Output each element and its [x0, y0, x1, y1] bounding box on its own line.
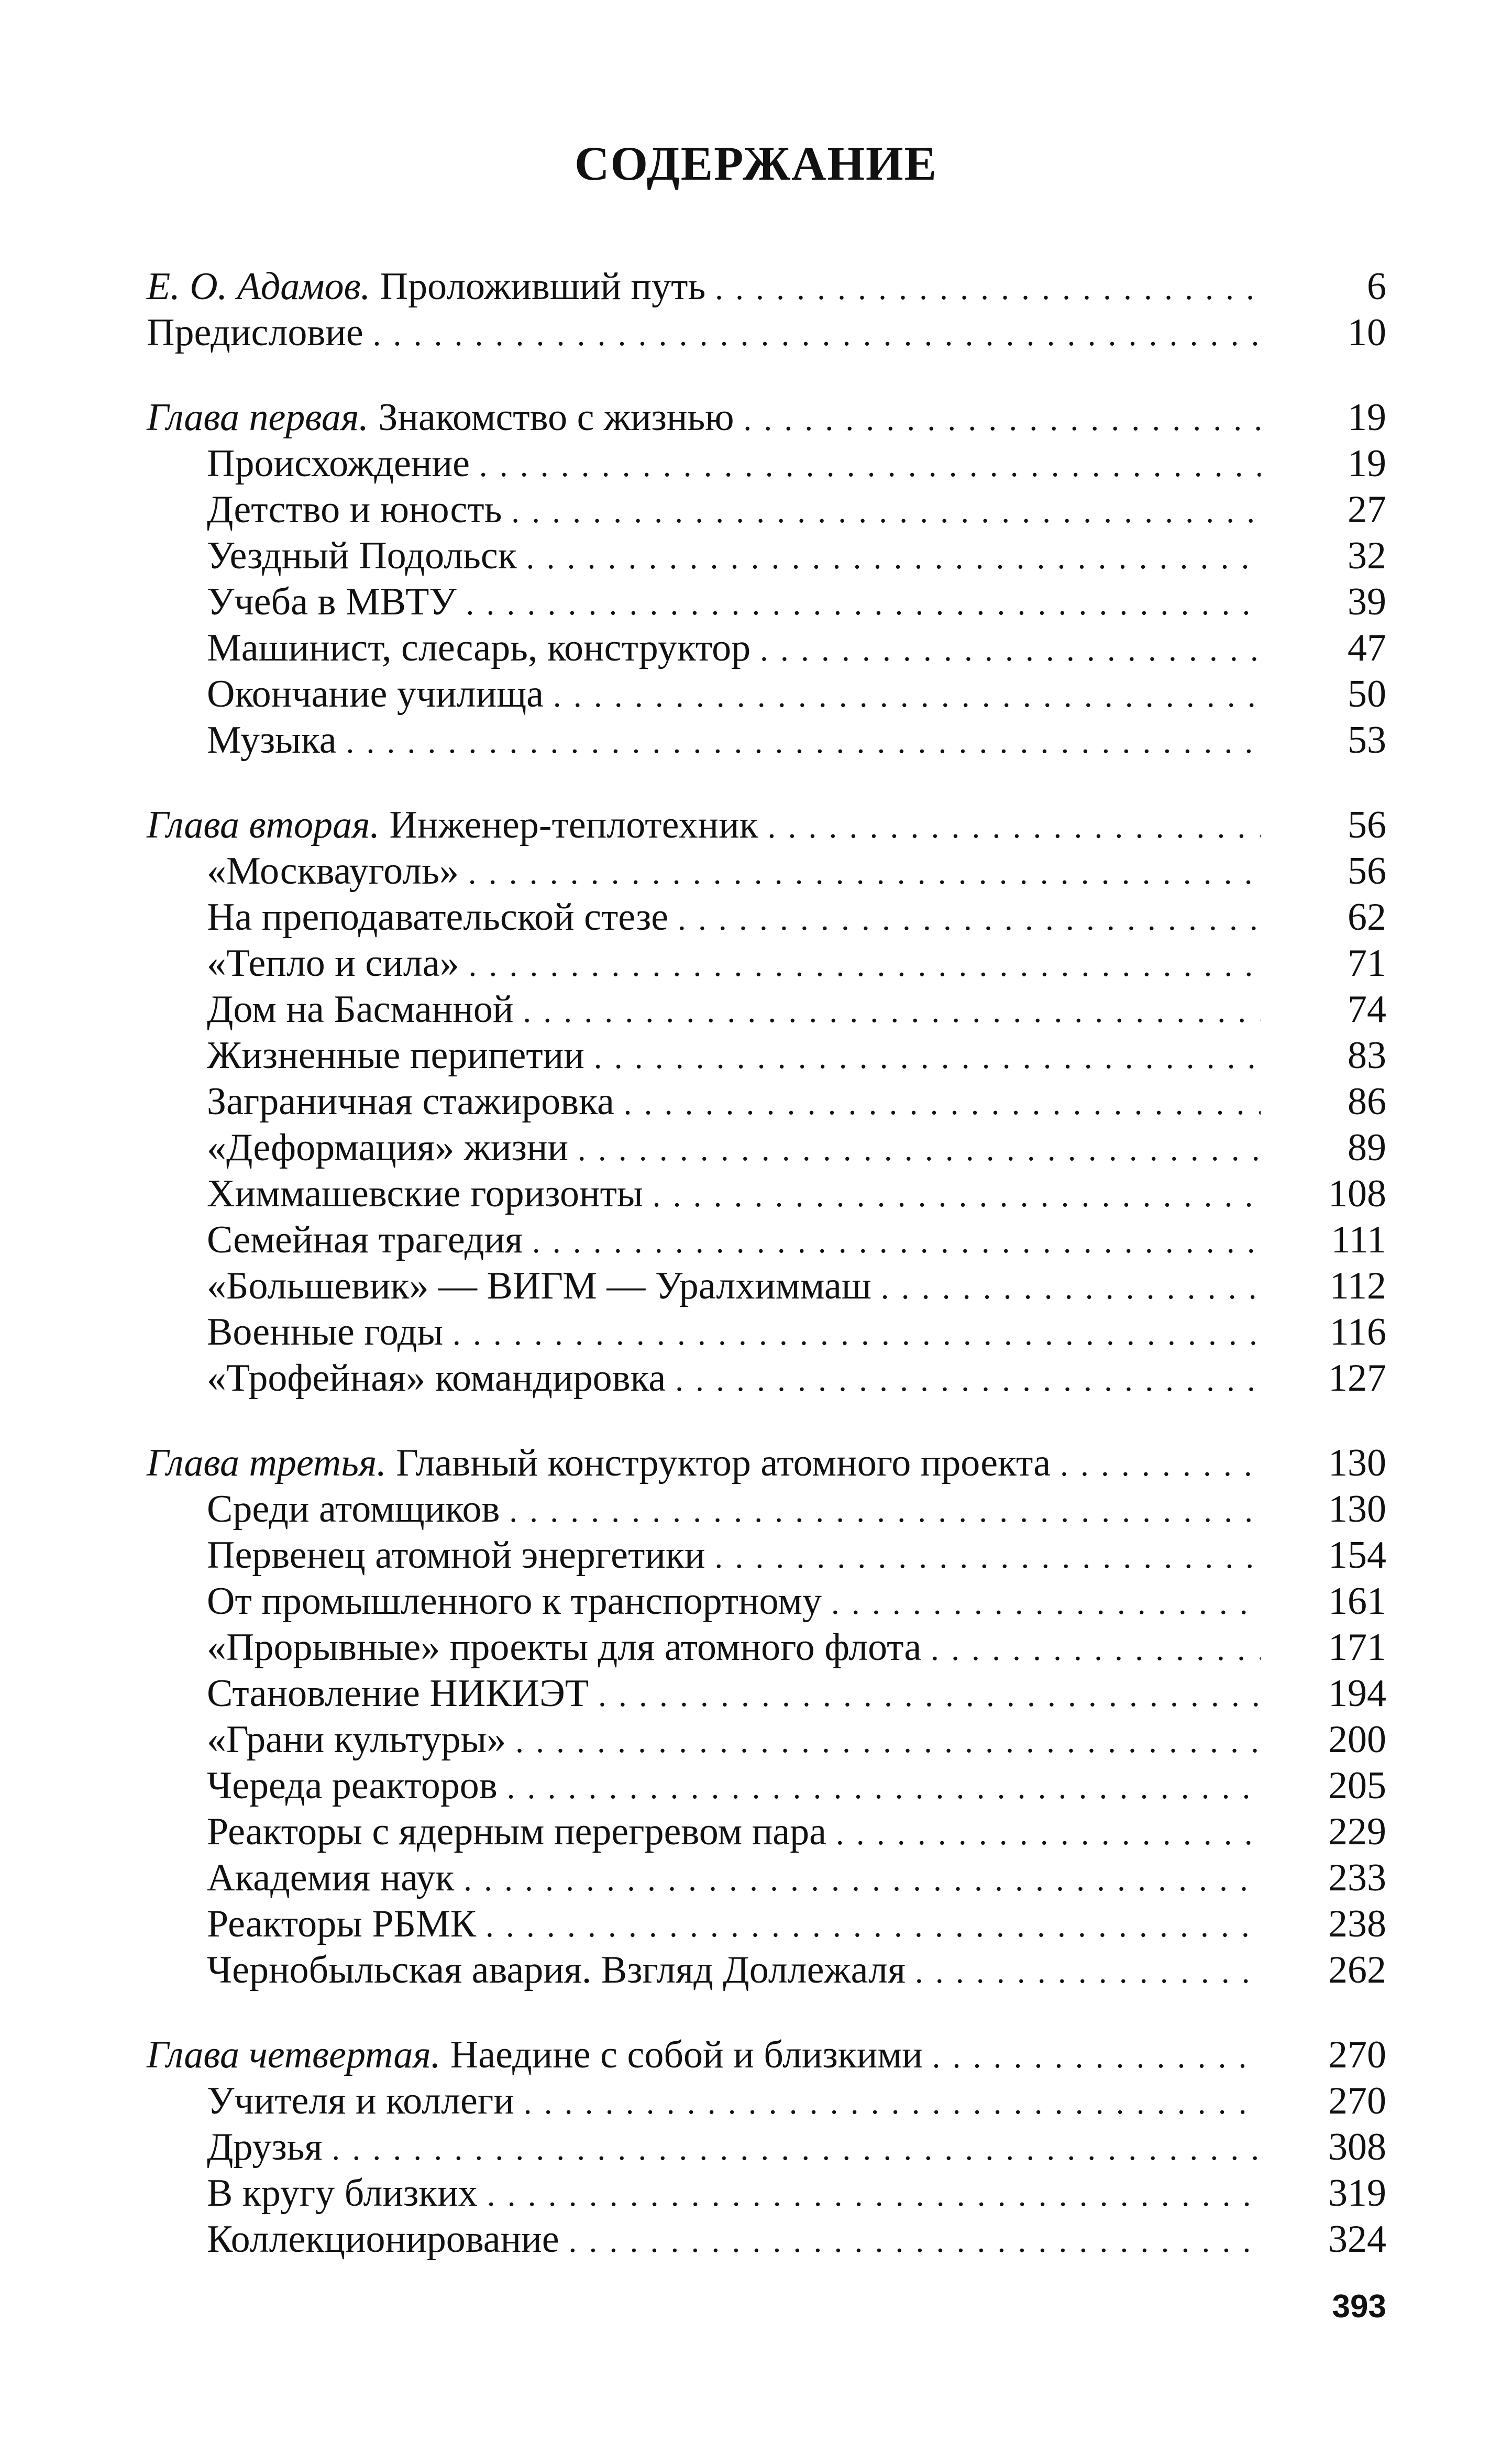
toc-intro-entry-title — [147, 263, 705, 310]
toc-section-entry-page-number: 270 — [1328, 2079, 1386, 2122]
toc-section-entry — [147, 579, 1386, 625]
toc-section-entry — [147, 1171, 1386, 1217]
toc-section-entry — [147, 848, 1386, 894]
dot-leader — [715, 1534, 1261, 1580]
toc-section-entry-page-number: 56 — [1348, 850, 1386, 893]
toc-section-entry-page-number: 116 — [1329, 1311, 1386, 1353]
dot-leader — [553, 673, 1261, 719]
toc-section-entry-text: Дом на Басманной — [207, 988, 514, 1031]
toc-section-entry-page-number: 89 — [1348, 1126, 1386, 1169]
toc-section-entry-title — [207, 1947, 906, 1993]
toc-section-entry-title — [207, 848, 459, 894]
toc-intro-entry-page-number: 6 — [1367, 265, 1386, 308]
toc-section-entry-text: Реакторы с ядерным перегревом пара — [207, 1810, 826, 1853]
toc-section-entry-title — [207, 579, 457, 625]
toc-chapter-entry-page-number: 270 — [1328, 2033, 1386, 2076]
toc-section-entry-title — [207, 487, 502, 533]
toc-section-entry-title — [207, 1809, 826, 1855]
toc-section-entry-title — [207, 671, 544, 717]
toc-section-entry-title — [207, 2170, 478, 2216]
toc-section-entry-text: В кругу близких — [207, 2172, 478, 2215]
toc-section-entry-text: «Деформация» жизни — [207, 1126, 569, 1169]
toc-section-entry-title — [207, 1532, 705, 1578]
toc-section-entry — [147, 625, 1386, 671]
toc-section-entry-text: «Прорывные» проекты для атомного флота — [207, 1626, 922, 1669]
toc-section-entry — [147, 1901, 1386, 1947]
toc-section-entry-text: «Тепло и сила» — [207, 942, 459, 985]
toc-section-entry-title — [207, 1079, 614, 1125]
toc-section-entry — [147, 1809, 1386, 1855]
toc-section-entry-page-number: 154 — [1328, 1534, 1386, 1577]
toc-section-entry-page-number: 111 — [1331, 1218, 1386, 1261]
dot-leader — [346, 719, 1261, 765]
toc-section-entry — [147, 1032, 1386, 1079]
toc-section-entry-page-number: 324 — [1328, 2218, 1386, 2261]
toc-section-entry-text: Академия наук — [207, 1856, 455, 1899]
toc-section-entry — [147, 717, 1386, 763]
page-number: 393 — [1332, 2288, 1386, 2325]
toc-section-entry-text: Военные годы — [207, 1311, 444, 1353]
toc-section-entry — [147, 986, 1386, 1032]
toc-intro-entry-title — [147, 310, 363, 356]
toc-chapter-entry-text: Главный конструктор атомного проекта — [386, 1441, 1051, 1484]
dot-leader — [469, 942, 1261, 988]
toc-section-entry-title — [207, 625, 751, 671]
toc-section-entry-text: Среди атомщиков — [207, 1488, 500, 1531]
toc-section-entry-page-number: 83 — [1348, 1034, 1386, 1077]
toc-section-entry-title — [207, 1855, 454, 1901]
toc-chapter-entry-text: Наедине с собой и близкими — [440, 2033, 923, 2076]
toc-section-entry-text: От промышленного к транспортному — [207, 1580, 822, 1623]
toc-section-entry-page-number: 74 — [1348, 988, 1386, 1031]
toc-section-entry-title — [207, 1125, 568, 1171]
toc-chapter-entry — [147, 394, 1386, 441]
toc-chapter-entry-title — [147, 1440, 1051, 1486]
toc-section-entry-text: Заграничная стажировка — [207, 1080, 614, 1123]
dot-leader — [532, 1219, 1261, 1265]
toc-section-entry — [147, 1486, 1386, 1532]
toc-section-entry-title — [207, 940, 459, 986]
dot-leader — [487, 2172, 1261, 2218]
dot-leader — [768, 804, 1261, 850]
toc-section-entry-title — [207, 1624, 921, 1670]
dot-leader — [760, 627, 1261, 673]
dot-leader — [594, 1035, 1261, 1081]
toc-section-entry-page-number: 233 — [1328, 1856, 1386, 1899]
toc-section-entry-title — [207, 986, 514, 1032]
toc-section-entry-page-number: 171 — [1328, 1626, 1386, 1669]
toc-section-entry — [147, 2124, 1386, 2170]
toc-section-entry-page-number: 205 — [1328, 1764, 1386, 1807]
toc-intro-entry-text: Предисловие — [147, 311, 363, 354]
toc-section-entry-page-number: 262 — [1328, 1949, 1386, 1991]
toc-section-entry — [147, 441, 1386, 487]
toc-intro-entry-page-number: 10 — [1348, 311, 1386, 354]
toc-chapter-entry-text: Инженер-теплотехник — [379, 804, 758, 846]
toc-section-entry-title — [207, 1578, 822, 1624]
dot-leader — [715, 266, 1261, 312]
dot-leader — [931, 1626, 1261, 1672]
toc-section-entry — [147, 1624, 1386, 1670]
dot-leader — [468, 850, 1261, 896]
toc-section-entry — [147, 2078, 1386, 2124]
toc-section-entry-title — [207, 717, 337, 763]
toc-section-entry-page-number: 238 — [1328, 1902, 1386, 1945]
toc-section-entry-text: Друзья — [207, 2126, 323, 2169]
toc-section-entry — [147, 1309, 1386, 1355]
toc-section-entry-title — [207, 2124, 323, 2170]
dot-leader — [932, 2034, 1261, 2080]
toc-intro-entry — [147, 263, 1386, 310]
toc-chapter-entry-title — [147, 802, 758, 848]
toc-section-entry-title — [207, 441, 470, 487]
toc-chapter-entry — [147, 1440, 1386, 1486]
dot-leader — [744, 397, 1261, 443]
toc-section-entry-title — [207, 533, 517, 579]
toc-section-entry — [147, 487, 1386, 533]
toc-section-entry-text: Учителя и коллеги — [207, 2079, 514, 2122]
toc-section-entry — [147, 1532, 1386, 1578]
toc-section-entry-text: «Трофейная» командировка — [207, 1357, 666, 1400]
toc-section-entry-page-number: 32 — [1348, 534, 1386, 577]
toc-section-entry-title — [207, 1763, 498, 1809]
toc-section-entry-title — [207, 1263, 871, 1309]
dot-leader — [569, 2218, 1261, 2264]
toc-section-entry-page-number: 50 — [1348, 673, 1386, 716]
toc-section-entry-text: Семейная трагедия — [207, 1218, 523, 1261]
toc-intro-entry-prefix: Е. О. Адамов. — [147, 265, 371, 308]
toc-section-entry-title — [207, 2216, 559, 2262]
dot-leader — [624, 1081, 1261, 1127]
toc-section-entry-page-number: 308 — [1328, 2126, 1386, 2169]
dot-leader — [463, 1857, 1261, 1903]
toc-section-entry-page-number: 19 — [1348, 442, 1386, 485]
toc-chapter-entry-page-number: 130 — [1328, 1441, 1386, 1484]
toc-section-entry-page-number: 71 — [1348, 942, 1386, 985]
dot-leader — [523, 988, 1261, 1035]
toc-section-entry-text: На преподавательской стезе — [207, 896, 669, 939]
toc-section-entry — [147, 1355, 1386, 1401]
toc-section-entry-text: «Москвауголь» — [207, 850, 459, 893]
toc-section-entry-page-number: 112 — [1329, 1264, 1386, 1307]
toc-chapter-entry-title — [147, 2032, 923, 2078]
toc-chapter-entry-prefix: Глава четвертая. — [147, 2033, 441, 2076]
toc-section-entry-title — [207, 1355, 666, 1401]
toc-section-entry-text: Коллекционирование — [207, 2218, 559, 2261]
toc-section-entry — [147, 1670, 1386, 1716]
toc-section-entry-text: Череда реакторов — [207, 1764, 498, 1807]
toc-section-entry-title — [207, 1217, 523, 1263]
dot-leader — [526, 535, 1261, 581]
dot-leader — [453, 1311, 1261, 1357]
toc-section-entry — [147, 533, 1386, 579]
toc-section-entry-title — [207, 2078, 514, 2124]
toc-section-entry-text: Уездный Подольск — [207, 534, 517, 577]
toc-section-entry-text: Чернобыльская авария. Взгляд Доллежаля — [207, 1949, 906, 1991]
toc-section-entry-title — [207, 894, 668, 940]
toc-chapter-entry-page-number: 19 — [1348, 396, 1386, 439]
dot-leader — [509, 1488, 1261, 1534]
toc-section-entry-title — [207, 1171, 643, 1217]
toc-section-entry — [147, 1125, 1386, 1171]
toc-section-entry-text: «Грани культуры» — [207, 1718, 506, 1761]
toc-section-entry-text: «Большевик» — ВИГМ — Уралхиммаш — [207, 1264, 871, 1307]
toc-section-entry-page-number: 130 — [1328, 1488, 1386, 1531]
toc-section-entry-page-number: 47 — [1348, 626, 1386, 669]
toc-section-entry-text: Становление НИКИЭТ — [207, 1672, 589, 1715]
toc-section-entry-page-number: 127 — [1328, 1357, 1386, 1400]
dot-leader — [332, 2126, 1261, 2172]
toc-section-entry — [147, 1578, 1386, 1624]
dot-leader — [678, 896, 1261, 942]
toc-section-entry — [147, 940, 1386, 986]
dot-leader — [466, 581, 1261, 627]
toc-section-entry-title — [207, 1716, 506, 1763]
toc-section-entry — [147, 671, 1386, 717]
toc-section-entry-text: Первенец атомной энергетики — [207, 1534, 705, 1577]
toc-section-entry-title — [207, 1901, 476, 1947]
dot-leader — [507, 1765, 1261, 1811]
toc-section-entry-page-number: 62 — [1348, 896, 1386, 939]
dot-leader — [515, 1719, 1261, 1765]
toc-chapter-entry — [147, 802, 1386, 848]
toc-chapter-entry-prefix: Глава вторая. — [147, 804, 380, 846]
table-of-contents — [147, 263, 1386, 2262]
dot-leader — [653, 1173, 1261, 1219]
dot-leader — [836, 1811, 1261, 1857]
dot-leader — [485, 1903, 1261, 1949]
toc-section-entry — [147, 2216, 1386, 2262]
dot-leader — [373, 312, 1261, 358]
dot-leader — [915, 1949, 1261, 1995]
toc-section-entry-page-number: 229 — [1328, 1810, 1386, 1853]
toc-section-entry — [147, 1263, 1386, 1309]
toc-section-entry — [147, 1947, 1386, 1993]
toc-section-entry-text: Окончание училища — [207, 673, 544, 716]
toc-section-entry-page-number: 86 — [1348, 1080, 1386, 1123]
toc-section-entry-title — [207, 1309, 443, 1355]
dot-leader — [479, 443, 1261, 489]
toc-chapter-entry — [147, 2032, 1386, 2078]
toc-section-entry-title — [207, 1670, 589, 1716]
toc-section-entry-text: Детство и юность — [207, 488, 502, 531]
toc-chapter-entry-prefix: Глава первая. — [147, 396, 369, 439]
toc-intro-entry-text: Проложивший путь — [370, 265, 706, 308]
toc-section-entry-title — [207, 1032, 584, 1079]
toc-chapter-entry-text: Знакомство с жизнью — [368, 396, 734, 439]
toc-section-entry-text: Реакторы РБМК — [207, 1902, 477, 1945]
dot-leader — [1060, 1442, 1261, 1488]
toc-section-entry-text: Учеба в МВТУ — [207, 580, 457, 623]
toc-section-entry-text: Музыка — [207, 719, 337, 762]
toc-section-entry-page-number: 53 — [1348, 719, 1386, 762]
toc-section-entry-text: Химмашевские горизонты — [207, 1172, 643, 1215]
toc-chapter-entry-page-number: 56 — [1348, 804, 1386, 846]
toc-section-entry — [147, 1716, 1386, 1763]
toc-section-entry — [147, 1855, 1386, 1901]
toc-section-entry-text: Машинист, слесарь, конструктор — [207, 626, 751, 669]
toc-section-entry-page-number: 194 — [1328, 1672, 1386, 1715]
toc-section-entry — [147, 1763, 1386, 1809]
toc-section-entry-text: Происхождение — [207, 442, 470, 485]
toc-section-entry-page-number: 39 — [1348, 580, 1386, 623]
toc-intro-entry — [147, 310, 1386, 356]
toc-section-entry-page-number: 161 — [1328, 1580, 1386, 1623]
toc-section-entry — [147, 894, 1386, 940]
dot-leader — [598, 1672, 1261, 1719]
toc-section-entry-text: Жизненные перипетии — [207, 1034, 584, 1077]
dot-leader — [881, 1265, 1261, 1311]
toc-section-entry-page-number: 319 — [1328, 2172, 1386, 2215]
toc-section-entry — [147, 1217, 1386, 1263]
toc-chapter-entry-prefix: Глава третья. — [147, 1441, 387, 1484]
page-title: СОДЕРЖАНИЕ — [575, 137, 937, 190]
dot-leader — [675, 1357, 1261, 1403]
toc-section-entry-page-number: 27 — [1348, 488, 1386, 531]
toc-section-entry — [147, 2170, 1386, 2216]
dot-leader — [524, 2080, 1261, 2126]
dot-leader — [578, 1127, 1261, 1173]
dot-leader — [511, 489, 1261, 535]
toc-section-entry-page-number: 200 — [1328, 1718, 1386, 1761]
toc-section-entry-page-number: 108 — [1328, 1172, 1386, 1215]
toc-section-entry — [147, 1079, 1386, 1125]
dot-leader — [831, 1580, 1261, 1626]
toc-section-entry-title — [207, 1486, 500, 1532]
toc-chapter-entry-title — [147, 394, 734, 441]
